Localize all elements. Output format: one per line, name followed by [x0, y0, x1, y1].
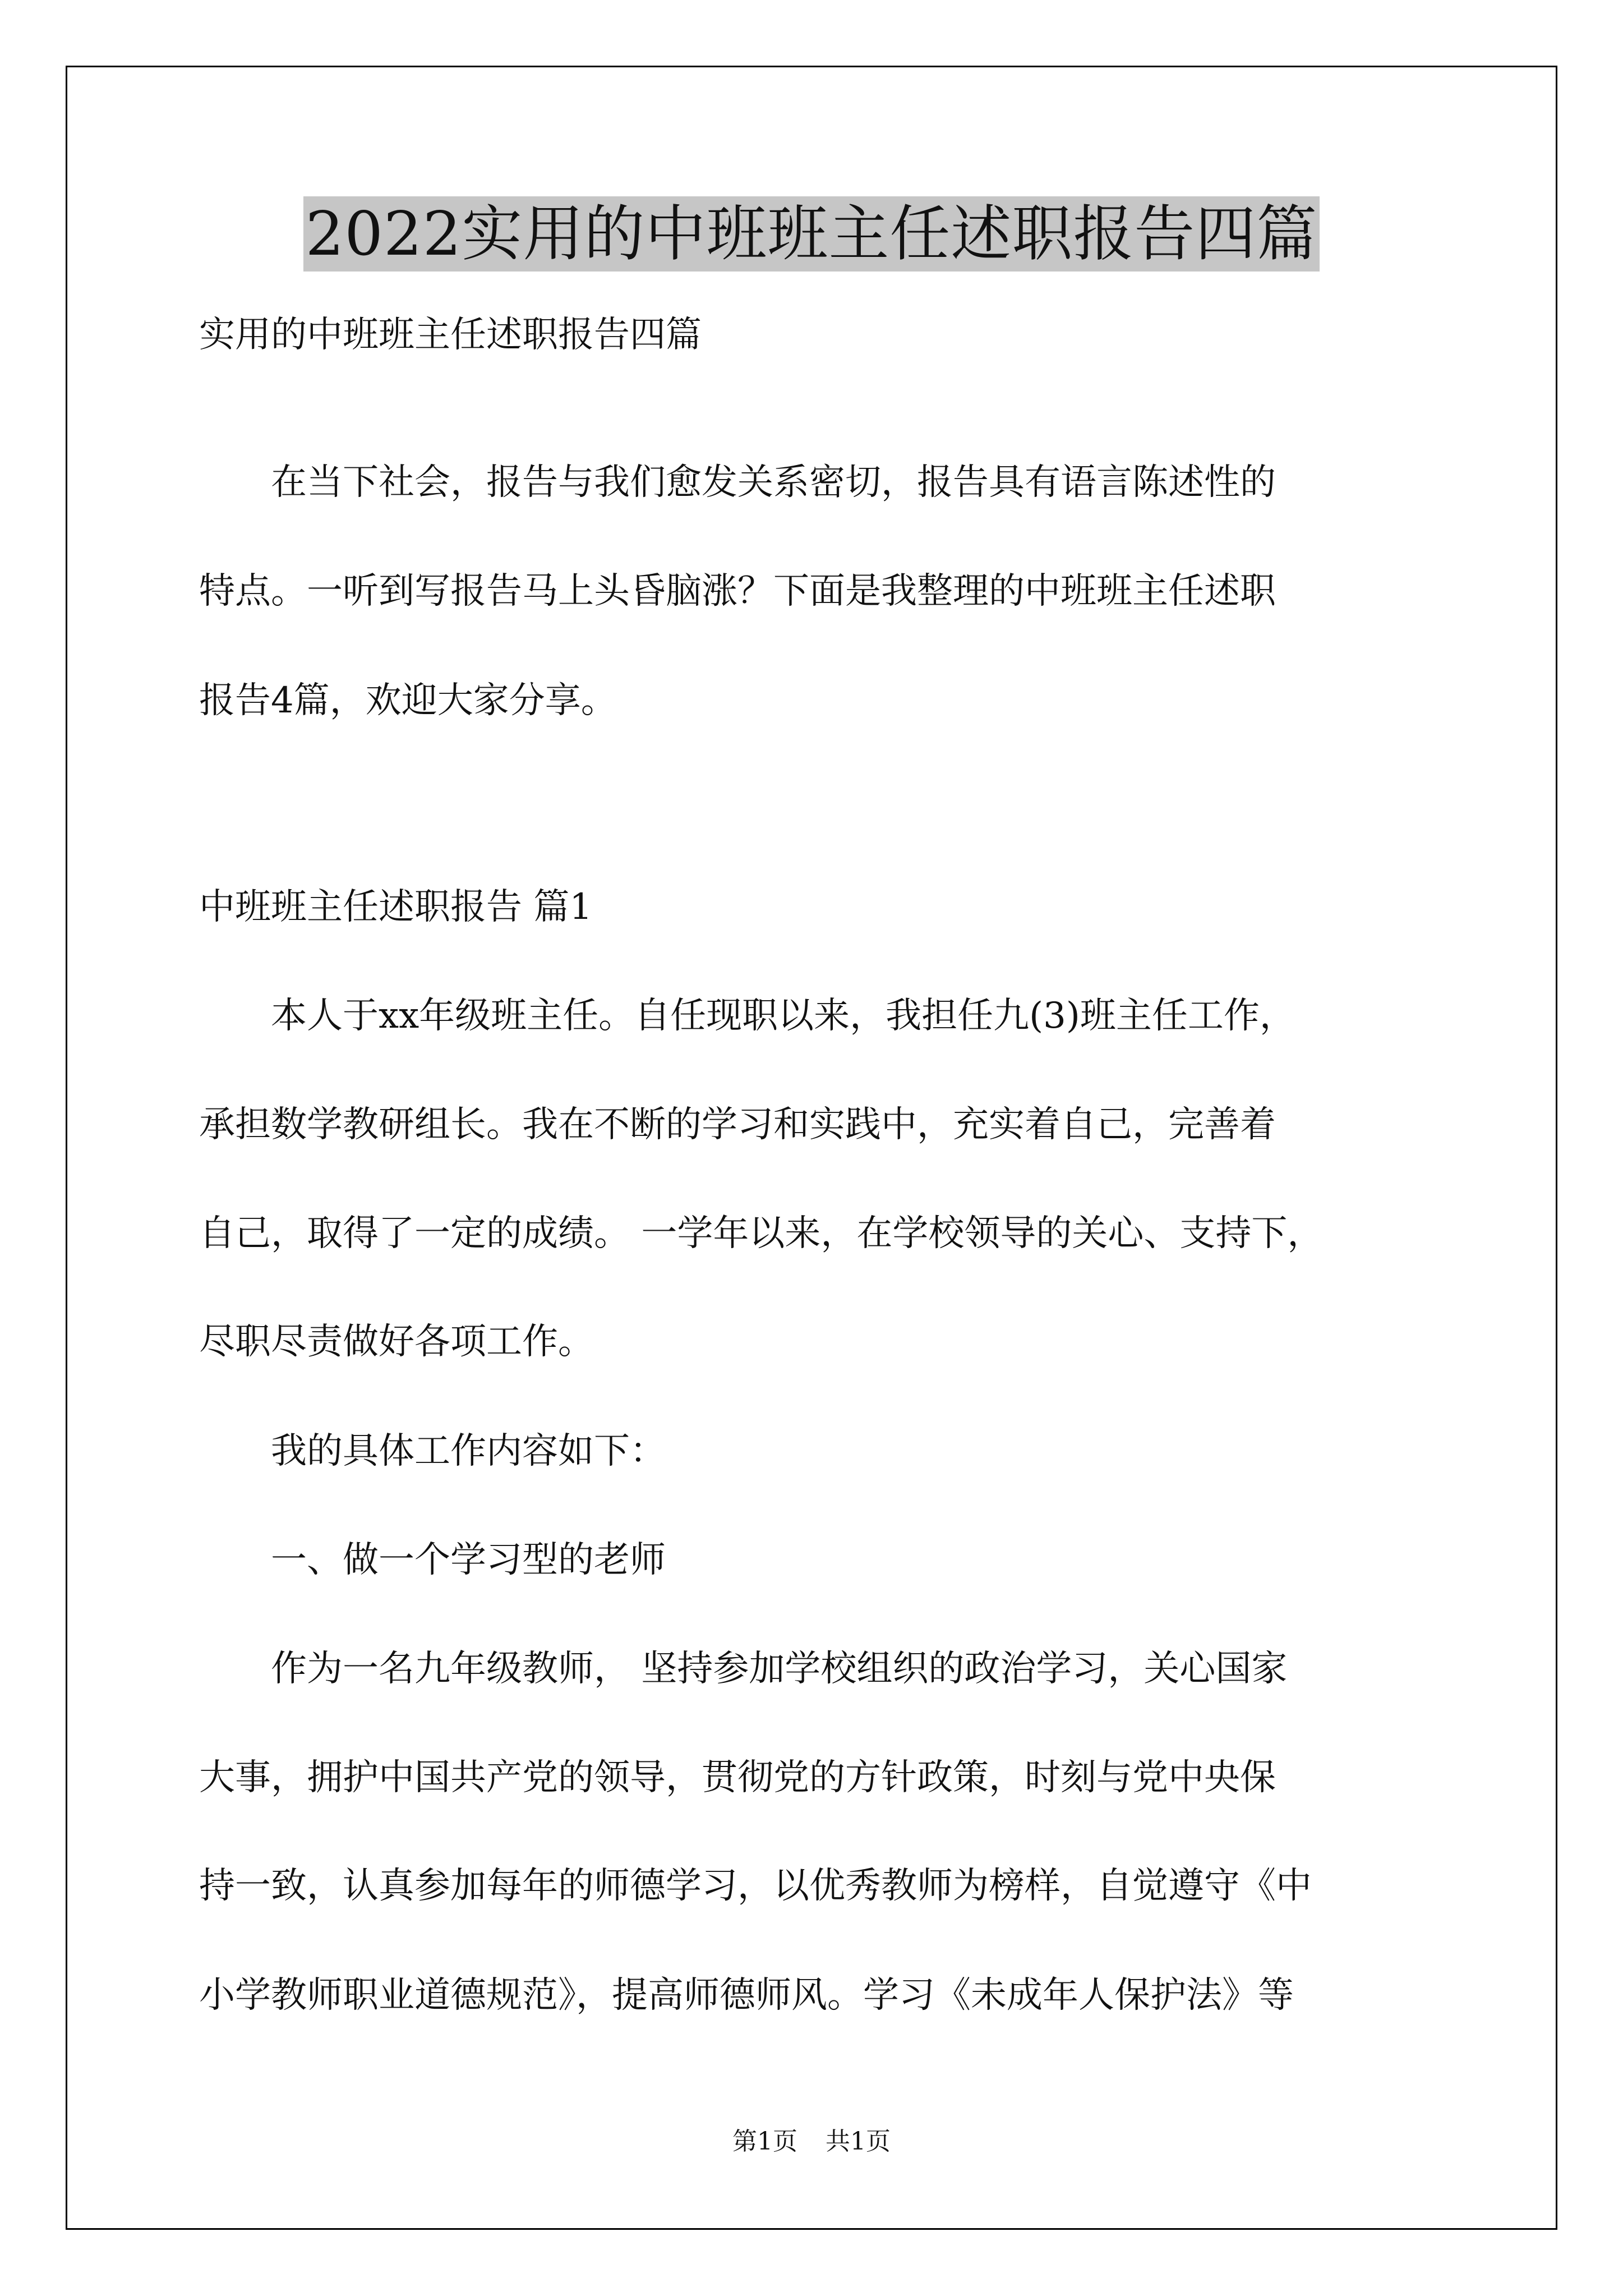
document-title-row — [0, 196, 1623, 272]
paragraph-line: 承担数学教研组长。我在不断的学习和实践中，充实着自己，完善着 — [199, 1104, 1276, 1145]
paragraph-line: 特点。一听到写报告马上头昏脑涨？下面是我整理的中班班主任述职 — [199, 570, 1276, 612]
paragraph-line: 自己，取得了一定的成绩。 一学年以来，在学校领导的关心、支持下， — [199, 1213, 1324, 1254]
paragraph-line: 本人于xx年级班主任。自任现职以来，我担任九(3)班主任工作， — [199, 995, 1295, 1037]
subtitle-line: 实用的中班班主任述职报告四篇 — [199, 314, 702, 356]
section-heading: 中班班主任述职报告 篇1 — [199, 886, 593, 928]
page-number-total: 共1页 — [826, 2127, 891, 2156]
page-footer — [0, 2129, 1623, 2154]
paragraph-line: 尽职尽责做好各项工作。 — [199, 1321, 594, 1363]
paragraph-line: 小学教师职业道德规范》，提高师德师风。学习《未成年人保护法》等 — [199, 1975, 1294, 2016]
paragraph-line: 大事，拥护中国共产党的领导，贯彻党的方针政策，时刻与党中央保 — [199, 1757, 1276, 1798]
document-title: 2022实用的中班班主任述职报告四篇 — [303, 196, 1320, 272]
paragraph-line: 我的具体工作内容如下： — [199, 1430, 666, 1472]
paragraph-line: 持一致，认真参加每年的师德学习，以优秀教师为榜样，自觉遵守《中 — [199, 1865, 1312, 1907]
paragraph-line: 在当下社会，报告与我们愈发关系密切，报告具有语言陈述性的 — [199, 462, 1276, 503]
paragraph-line: 作为一名九年级教师， 坚持参加学校组织的政治学习，关心国家 — [199, 1648, 1288, 1690]
paragraph-line: 报告4篇，欢迎大家分享。 — [199, 680, 617, 721]
subheading-line: 一、做一个学习型的老师 — [199, 1539, 666, 1581]
page-number-current: 第1页 — [732, 2127, 797, 2156]
